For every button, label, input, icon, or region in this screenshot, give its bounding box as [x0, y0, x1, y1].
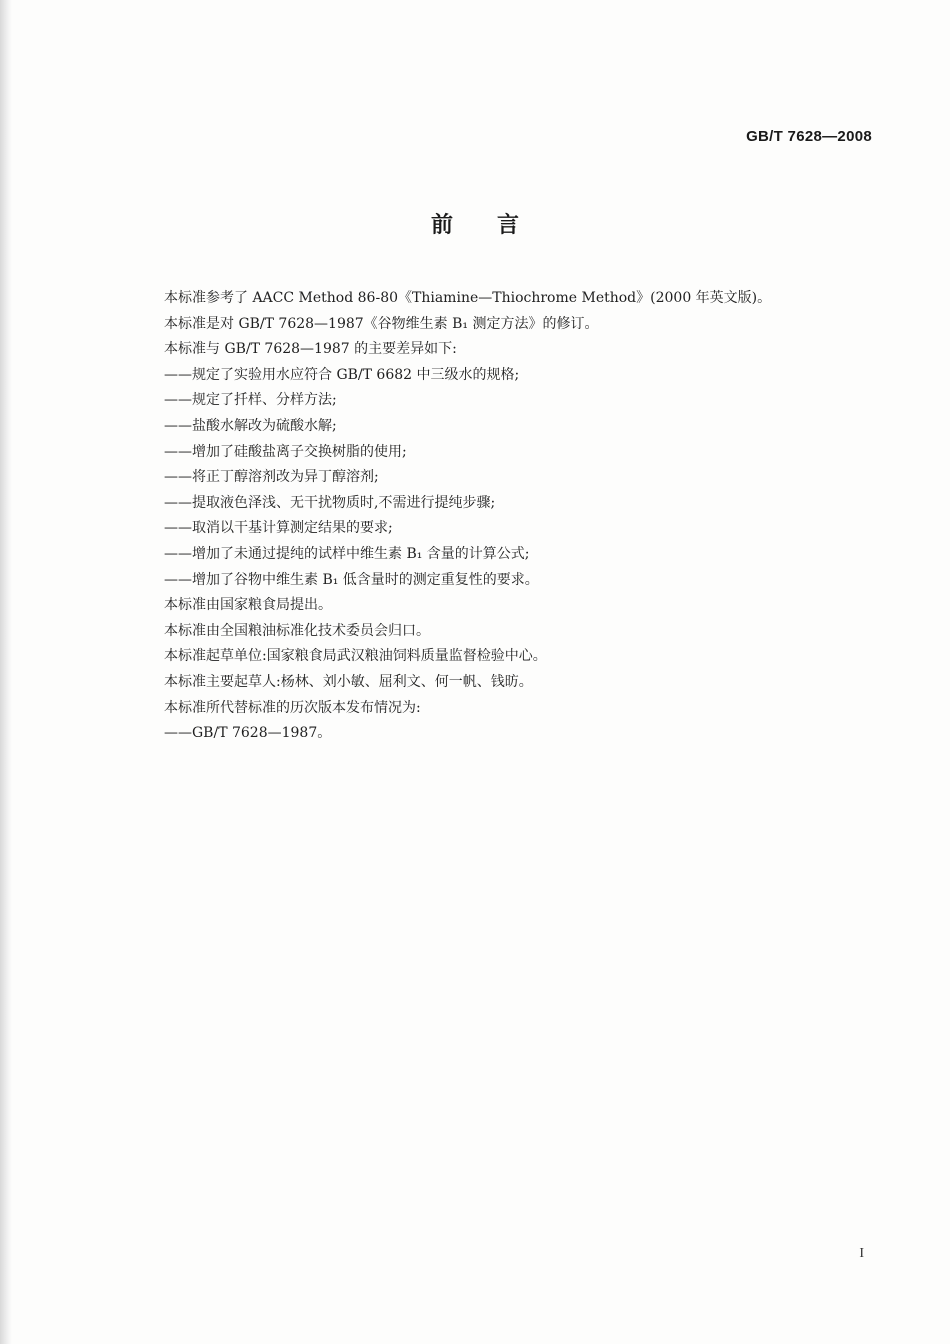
preface-line: 本标准起草单位:国家粮食局武汉粮油饲料质量监督检验中心。 — [164, 648, 547, 665]
page-edge-shadow — [0, 0, 12, 1344]
preface-line: 本标准与 GB/T 7628—1987 的主要差异如下: — [164, 341, 457, 358]
preface-line: 本标准所代替标准的历次版本发布情况为: — [164, 699, 421, 716]
standard-code: GB/T 7628—2008 — [746, 128, 872, 145]
preface-line: ——将正丁醇溶剂改为异丁醇溶剂; — [164, 469, 379, 486]
preface-body — [164, 286, 884, 747]
preface-line: ——规定了扦样、分样方法; — [164, 392, 337, 409]
preface-line: ——取消以干基计算测定结果的要求; — [164, 520, 393, 537]
preface-line: ——GB/T 7628—1987。 — [164, 725, 332, 742]
preface-line: 本标准由国家粮食局提出。 — [164, 597, 332, 614]
preface-line: 本标准主要起草人:杨林、刘小敏、屈利文、何一帆、钱昉。 — [164, 673, 533, 690]
preface-line: ——规定了实验用水应符合 GB/T 6682 中三级水的规格; — [164, 366, 520, 383]
page-title: 前言 — [430, 213, 563, 238]
preface-line: ——盐酸水解改为硫酸水解; — [164, 417, 337, 434]
page-number: I — [859, 1246, 864, 1261]
preface-line: ——增加了未通过提纯的试样中维生素 B₁ 含量的计算公式; — [164, 545, 530, 562]
preface-line: 本标准是对 GB/T 7628—1987《谷物维生素 B₁ 测定方法》的修订。 — [164, 315, 599, 332]
preface-line: 本标准参考了 AACC Method 86-80《Thiamine—Thiochrome Method》(2000 年英文版)。 — [164, 290, 772, 306]
preface-line: ——提取液色泽浅、无干扰物质时,不需进行提纯步骤; — [164, 494, 496, 511]
preface-line: ——增加了硅酸盐离子交换树脂的使用; — [164, 443, 407, 460]
preface-line: ——增加了谷物中维生素 B₁ 低含量时的测定重复性的要求。 — [164, 571, 539, 588]
preface-line: 本标准由全国粮油标准化技术委员会归口。 — [164, 622, 430, 639]
